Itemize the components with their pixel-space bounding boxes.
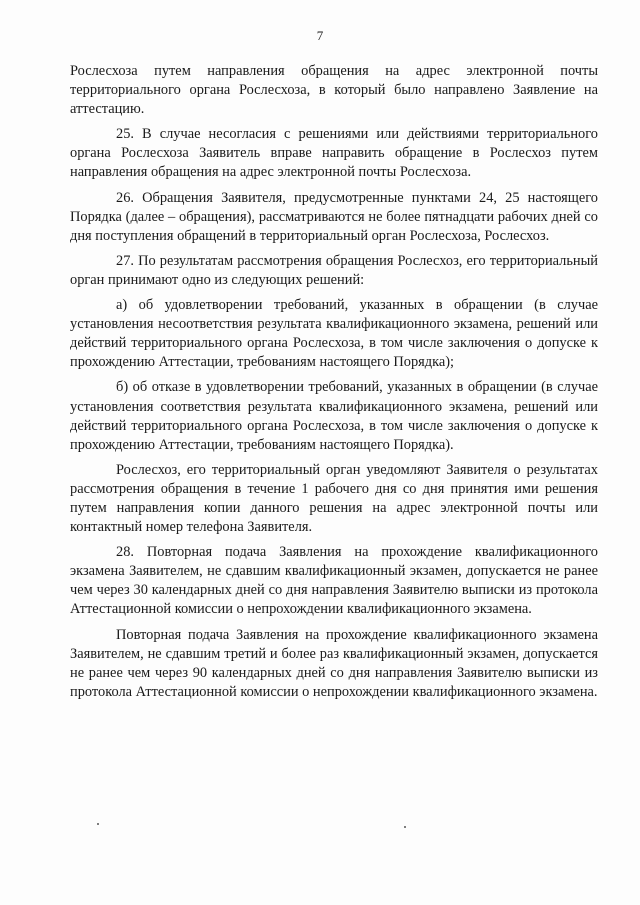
paragraph-27-notification: Рослесхоз, его территориальный орган уведомляют Заявителя о результатах рассмотрения обращения в течение 1 рабочего дня со дня принятия ими решения путем направления копии данного решения на адрес электронной почты или контактный номер телефона Заявителя. [70,461,598,536]
paragraph-26: 26. Обращения Заявителя, предусмотренные пунктами 24, 25 настоящего Порядка (далее – обращения), рассматриваются не более пятнадцати рабочих дней со дня поступления обращений в территориальный орган Рослесхоза, Рослесхоз. [70,189,598,244]
paragraph-27-b: б) об отказе в удовлетворении требований, указанных в обращении (в случае установления соответствия результата квалификационного экзамена, решений или действий территориального органа Рослесхоза, в том числе заключения о допуске к прохождению Аттестации, требованиям настоящего Порядка). [70,379,598,453]
paragraph-27: 27. По результатам рассмотрения обращения Рослесхоз, его территориальный орган принимают одно из следующих решений: [70,252,598,288]
document-body [70,62,598,708]
paragraph-continuation: Рослесхоза путем направления обращения на адрес электронной почты территориального органа Рослесхоза, в который было направлено Заявление на аттестацию. [70,63,598,118]
page-number: 7 [316,28,324,43]
paragraph-27-a: а) об удовлетворении требований, указанных в обращении (в случае установления несоответствия результата квалификационного экзамена, решений или действий территориального органа Рослесхоза, в том числе заключения о допуске к прохождению Аттестации, требованиям настоящего Порядка); [70,297,598,371]
paragraph-28-repeat: Повторная подача Заявления на прохождение квалификационного экзамена Заявителем, не сдавшим третий и более раз квалификационный экзамен, допускается не ранее чем через 90 календарных дней со дня направления Заявителю выписки из протокола Аттестационной комиссии о непрохождении квалификационного экзамена. [70,626,598,700]
paragraph-28: 28. Повторная подача Заявления на прохождение квалификационного экзамена Заявителем, не сдавшим квалификационный экзамен, допускается не ранее чем через 30 календарных дней со дня направления Заявителю выписки из протокола Аттестационной комиссии о непрохождении квалификационного экзамена. [70,544,598,618]
scan-speck [97,823,99,825]
paragraph-25: 25. В случае несогласия с решениями или действиями территориального органа Рослесхоза Заявитель вправе направить обращение в Рослесхоз путем направления обращения на адрес электронной почты Рослесхоза. [70,126,598,181]
scan-speck [404,826,406,828]
